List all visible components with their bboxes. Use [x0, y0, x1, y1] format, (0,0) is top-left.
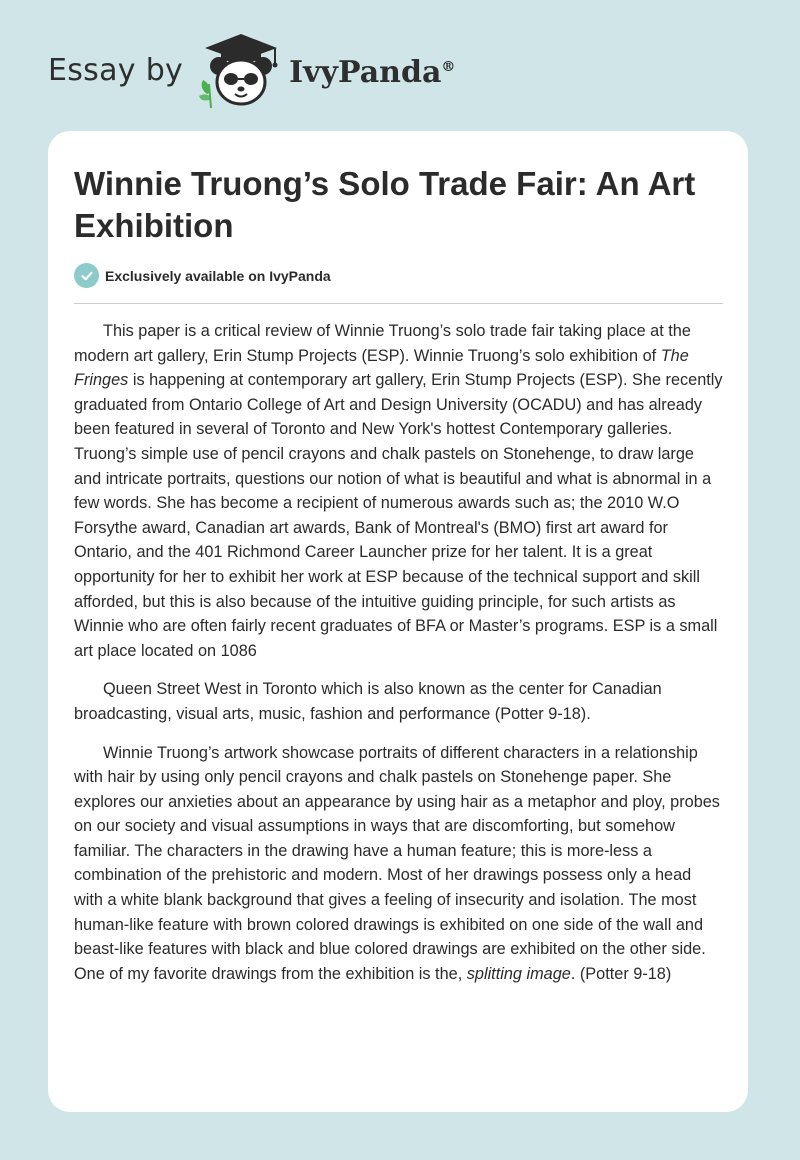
essay-title: Winnie Truong’s Solo Trade Fair: An Art Exhibition [74, 165, 696, 244]
essay-by-label: Essay by [48, 52, 184, 88]
ivypanda-wordmark[interactable] [289, 55, 455, 90]
divider [74, 303, 723, 304]
paragraph-1-italic: The Fringes [74, 346, 689, 390]
check-circle-icon [74, 263, 99, 288]
paragraph-3 [74, 741, 724, 987]
paragraph-1 [74, 319, 724, 663]
exclusive-label: Exclusively available on IvyPanda [105, 267, 331, 284]
site-header [48, 30, 455, 110]
exclusive-badge [74, 263, 331, 288]
essay-body [74, 319, 724, 1000]
paragraph-1-text-b: is happening at contemporary art gallery, Erin Stump Projects (ESP). She recently graduated from Ontario College of Art and Design University (OCADU) and has already been featured in several of Toronto and New York's hottest Contemporary galleries. Truong’s simple use of pencil crayons and chalk pastels on Stonehenge, to draw large and intricate portraits, questions our notion of what is beautiful and what is abnormal in a few words. She has become a recipient of numerous awards such as; the 2010 W.O Forsythe award, Canadian art awards, Bank of Montreal's (BMO) first art award for Ontario, and the 401 Richmond Career Launcher prize for her talent. It is a great opportunity for her to exhibit her work at ESP because of the technical support and skill afforded, but this is also because of the intuitive guiding principle, for such artists as Winnie who are often fairly recent graduates of BFA or Master’s programs. ESP is a small art place located on 1086 [74, 371, 723, 660]
brand-name: IvyPanda [289, 54, 442, 90]
paragraph-3-text-a: Winnie Truong’s artwork showcase portraits of different characters in a relationship with hair by using only pencil crayons and chalk pastels on Stonehenge paper. She explores our anxieties about an appearance by using hair as a metaphor and ploy, probes on our society and visual assumptions in ways that are discomforting, but somehow familiar. The characters in the drawing have a human feature; this is more-less a combination of the prehistoric and modern. Most of her drawings possess only a head with a white blank background that gives a feeling of insecurity and isolation. The most human-like feature with brown colored drawings is exhibited on one side of the wall and beast-like features with black and blue colored drawings are exhibited on the other side. One of my favorite drawings from the exhibition is the, [74, 743, 720, 983]
essay-card [48, 131, 748, 1112]
paragraph-3-italic: splitting image [466, 964, 571, 983]
paragraph-1-text-a: This paper is a critical review of Winnie Truong’s solo trade fair taking place at the modern art gallery, Erin Stump Projects (ESP). Winnie Truong’s solo exhibition of [74, 322, 691, 365]
registered-mark: ® [441, 58, 456, 75]
paragraph-3-text-b: . (Potter 9-18) [570, 964, 672, 983]
panda-graduate-icon[interactable] [195, 30, 287, 110]
paragraph-2: Queen Street West in Toronto which is also known as the center for Canadian broadcasting, visual arts, music, fashion and performance (Potter 9-18). [74, 680, 662, 723]
